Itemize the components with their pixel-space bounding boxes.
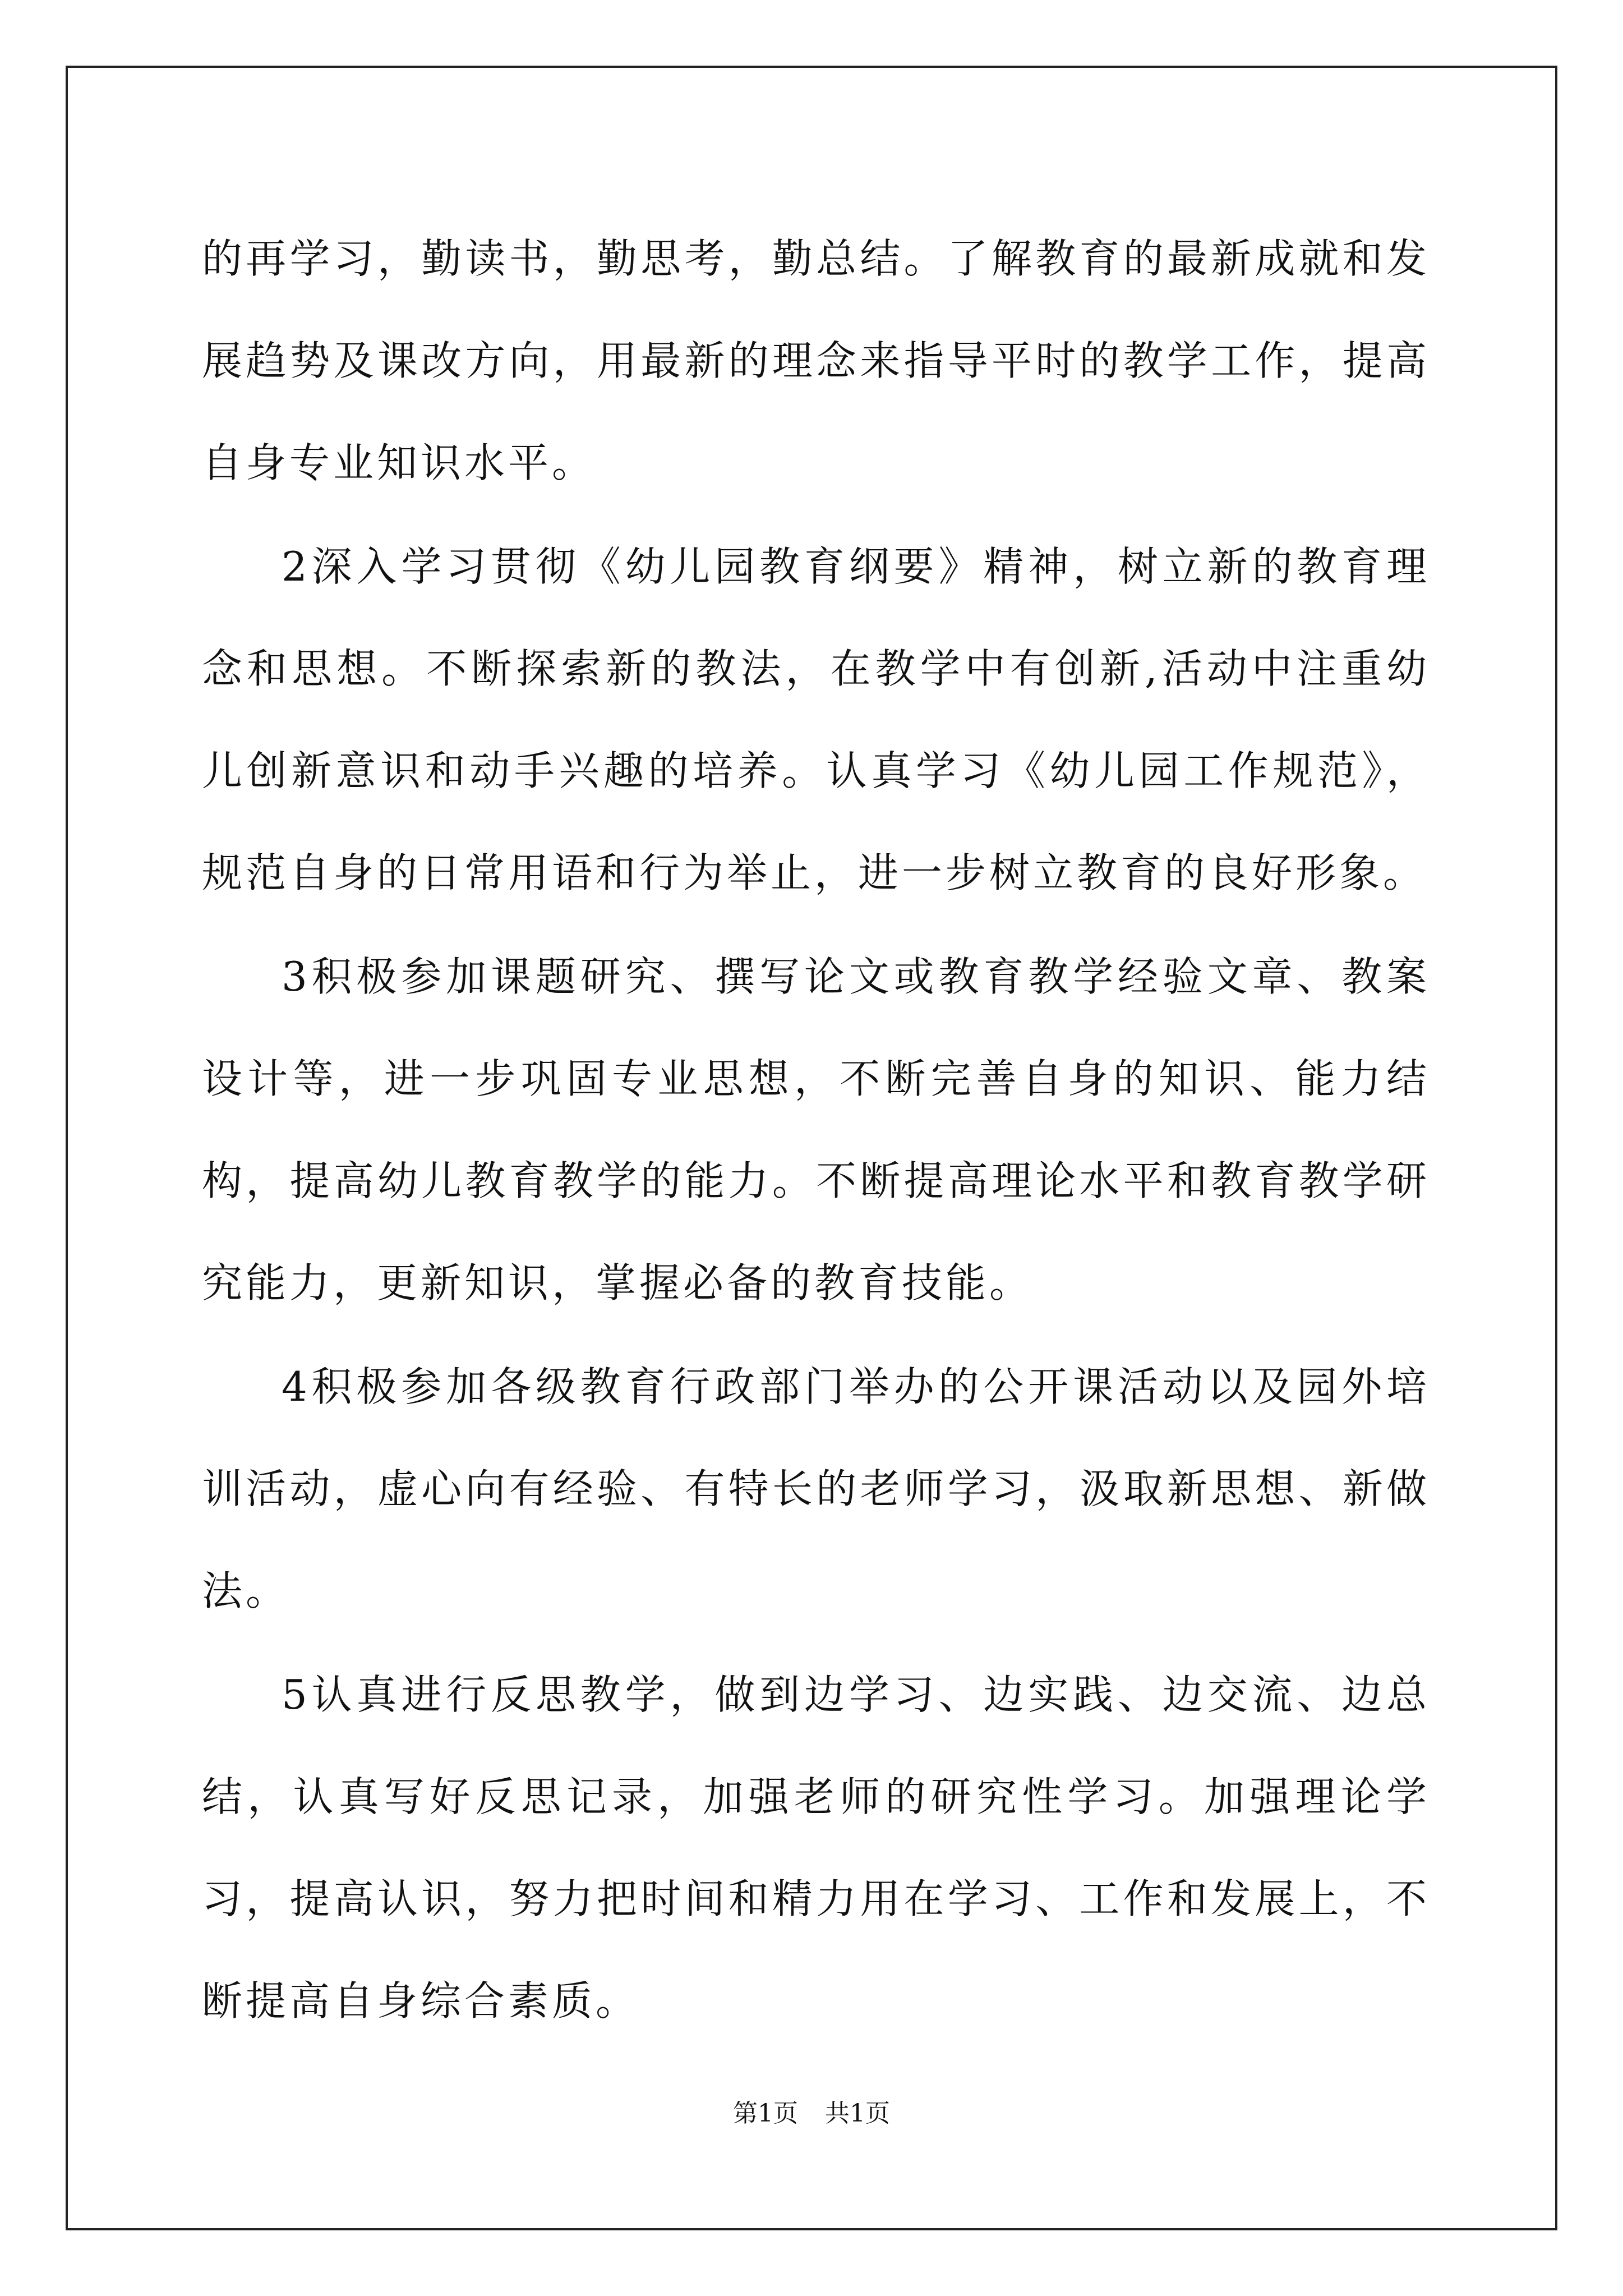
paragraph-continuation: 的再学习，勤读书，勤思考，勤总结。了解教育的最新成就和发展趋势及课改方向，用最新的理念来指导平时的教学工作，提高自身专业知识水平。 (202, 235, 1430, 486)
paragraph-item-3: 3积极参加课题研究、撰写论文或教育教学经验文章、教案设计等，进一步巩固专业思想，不断完善自身的知识、能力结构，提高幼儿教育教学的能力。不断提高理论水平和教育教学研究能力，更新知识，掌握必备的教育技能。 (202, 953, 1430, 1306)
paragraph-item-2: 2深入学习贯彻《幼儿园教育纲要》精神，树立新的教育理念和思想。不断探索新的教法，在教学中有创新,活动中注重幼儿创新意识和动手兴趣的培养。认真学习《幼儿园工作规范》，规范自身的日常用语和行为举止，进一步树立教育的良好形象。 (202, 543, 1430, 896)
page-number: 第1页 (733, 2099, 798, 2128)
page-total: 共1页 (825, 2099, 890, 2128)
paragraph-item-5: 5认真进行反思教学，做到边学习、边实践、边交流、边总结，认真写好反思记录，加强老师的研究性学习。加强理论学习，提高认识，努力把时间和精力用在学习、工作和发展上，不断提高自身综合素质。 (202, 1671, 1430, 2024)
page-footer (0, 2097, 1623, 2131)
paragraph-item-4: 4积极参加各级教育行政部门举办的公开课活动以及园外培训活动，虚心向有经验、有特长的老师学习，汲取新思想、新做法。 (202, 1363, 1430, 1614)
document-body (202, 208, 1430, 2054)
